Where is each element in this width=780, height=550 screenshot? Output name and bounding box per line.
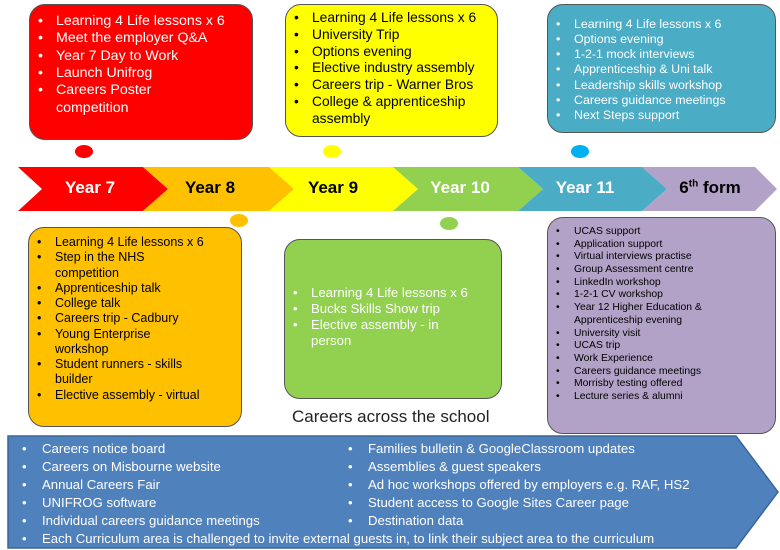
sixth-form-number: 6	[679, 178, 689, 197]
list-item: • UNIFROG software	[20, 495, 156, 511]
list-item: • Careers guidance meetings	[548, 366, 775, 379]
list-item: • Learning 4 Life lessons x 6	[30, 13, 252, 30]
list-item: • Apprenticeship & Uni talk	[548, 62, 775, 77]
year11-label: Year 11	[555, 178, 615, 197]
list-item: • Year 7 Day to Work	[30, 48, 252, 65]
list-item: • Options evening	[286, 44, 497, 61]
list-item: • Assemblies & guest speakers	[346, 459, 541, 475]
list-item: • Work Experience	[548, 353, 775, 366]
list-item: • University Trip	[286, 27, 497, 44]
list-item: • Morrisby testing offered	[548, 378, 775, 391]
list-item: • Learning 4 Life lessons x 6	[286, 10, 497, 27]
sixth-form-word: form	[702, 178, 741, 197]
list-item: • University visit	[548, 328, 775, 341]
list-item: • UCAS trip	[548, 340, 775, 353]
list-item: • Leadership skills workshop	[548, 78, 775, 93]
list-item: • Careers Poster competition	[30, 82, 196, 117]
list-item: • Lecture series & alumni	[548, 391, 775, 404]
list-item: • Families bulletin & GoogleClassroom updates	[346, 441, 635, 457]
list-item: • LinkedIn workshop	[548, 277, 775, 290]
list-item: • Ad hoc workshops offered by employers e.g. RAF, HS2	[346, 477, 690, 493]
list-item: • Student access to Google Sites Career page	[346, 495, 629, 511]
list-item: • Learning 4 Life lessons x 6	[29, 235, 241, 250]
year10-activities-box	[284, 239, 502, 399]
list-item: • Learning 4 Life lessons x 6	[548, 17, 775, 32]
list-item: • Bucks Skills Show trip	[285, 301, 501, 317]
list-item: • Application support	[548, 239, 775, 252]
list-item: • Young Enterprise workshop	[29, 327, 195, 358]
list-item: • Step in the NHS competition	[29, 250, 185, 281]
list-item: • Careers trip - Cadbury	[29, 311, 241, 326]
list-item: • Next Steps support	[548, 108, 775, 123]
list-item: • Options evening	[548, 32, 775, 47]
list-item: • Apprenticeship talk	[29, 281, 241, 296]
list-item: • Elective industry assembly	[286, 60, 497, 77]
list-item: • Meet the employer Q&A	[30, 30, 252, 47]
list-item: • Elective assembly - in person	[285, 317, 471, 349]
year8-activities-box	[28, 227, 242, 427]
sixth-form-label	[670, 178, 750, 200]
year10-label: Year 10	[430, 178, 490, 197]
list-item: • Learning 4 Life lessons x 6	[285, 285, 501, 301]
list-item: • College talk	[29, 296, 241, 311]
list-item: • Careers trip - Warner Bros	[286, 77, 497, 94]
list-item: • Destination data	[346, 513, 463, 529]
year8-label: Year 8	[184, 178, 236, 197]
list-item: • Launch Unifrog	[30, 65, 252, 82]
sixth-form-suffix: th	[688, 178, 699, 190]
list-item: • College & apprenticeship assembly	[286, 94, 497, 128]
year7-label: Year 7	[64, 178, 116, 197]
list-item: • Careers notice board	[20, 441, 165, 457]
list-item: • Careers on Misbourne website	[20, 459, 221, 475]
diagram-caption: Careers across the school	[292, 407, 490, 426]
list-item: • Elective assembly - virtual	[29, 388, 241, 403]
list-item: • Year 12 Higher Education & Apprenticeship evening	[548, 302, 754, 327]
list-item: • Student runners - skills builder	[29, 357, 215, 388]
year9-label: Year 9	[307, 178, 359, 197]
sixth-form-activities-box	[547, 217, 776, 434]
list-item: • Careers guidance meetings	[548, 93, 775, 108]
list-item: • 1-2-1 mock interviews	[548, 47, 775, 62]
list-item: • 1-2-1 CV workshop	[548, 289, 775, 302]
list-item: • Annual Careers Fair	[20, 477, 160, 493]
list-item: • UCAS support	[548, 226, 775, 239]
list-item: • Individual careers guidance meetings	[20, 513, 260, 529]
list-item: • Virtual interviews practise	[548, 251, 775, 264]
list-item: • Each Curriculum area is challenged to invite external guests in, to link their subject area to the curriculum	[20, 531, 654, 547]
list-item: • Group Assessment centre	[548, 264, 775, 277]
